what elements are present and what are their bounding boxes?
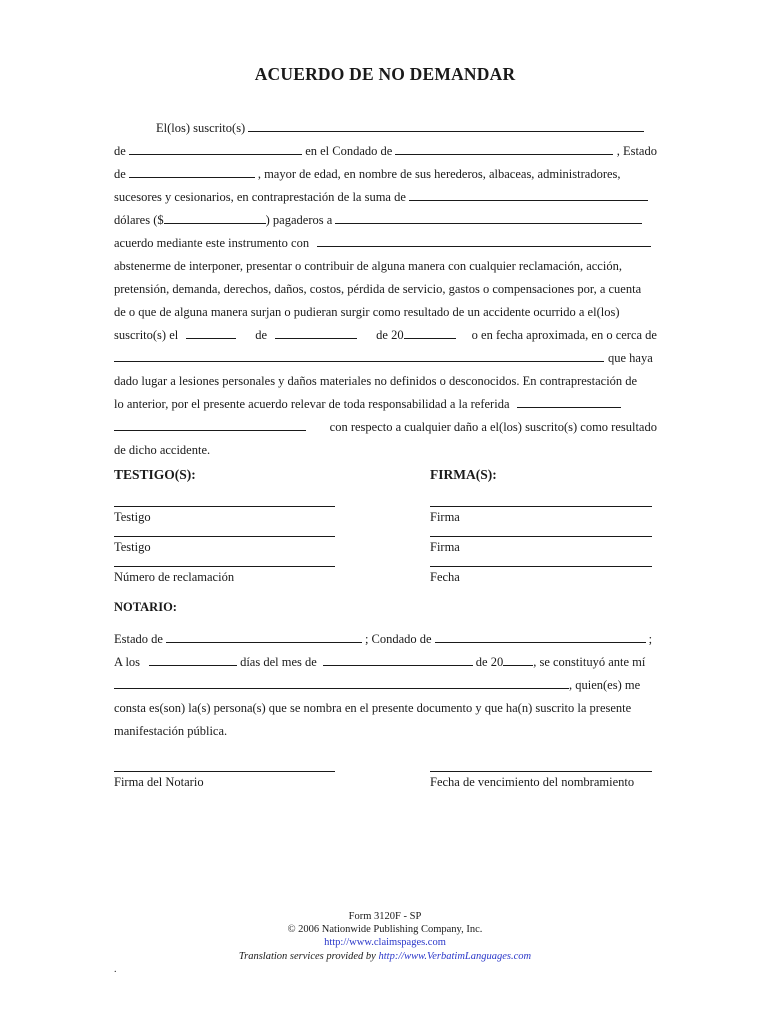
notary-year-label: de 20 <box>475 655 504 669</box>
sum-label: sucesores y cesionarios, en contraprestación de la suma de <box>114 190 406 204</box>
location-blank[interactable] <box>114 350 604 362</box>
body-line-9 <box>114 304 657 320</box>
commission-expiry-line[interactable] <box>430 771 652 772</box>
accident-label: de dicho accidente. <box>114 443 211 457</box>
witness-2-line[interactable] <box>114 536 335 537</box>
released-name-blank[interactable] <box>114 419 306 431</box>
suscritos-blank[interactable] <box>248 120 644 132</box>
notary-line-4 <box>114 700 657 716</box>
month-label: de <box>255 328 268 342</box>
month-blank[interactable] <box>275 327 357 339</box>
agreement-label: acuerdo mediante este instrumento con <box>114 236 310 250</box>
body-line-10 <box>114 327 657 343</box>
damage-label: con respecto a cualquier daño a el(los) suscrito(s) como resultado <box>329 420 657 434</box>
notary-line-1 <box>114 631 657 647</box>
body-text-8: pretensión, demanda, derechos, daños, costos, pérdida de servicio, gastos o compensaciones por, a cuenta <box>114 282 642 296</box>
approx-date-label: o en fecha aproximada, en o cerca de <box>471 328 657 342</box>
sum-blank[interactable] <box>409 189 648 201</box>
body-line-11 <box>114 350 657 366</box>
document-title: ACUERDO DE NO DEMANDAR <box>254 64 516 84</box>
signature-1-line[interactable] <box>430 506 652 507</box>
notary-person-blank[interactable] <box>114 677 569 689</box>
notary-state-blank[interactable] <box>166 631 362 643</box>
claimspages-link[interactable]: http://www.claimspages.com <box>324 937 446 948</box>
day-blank[interactable] <box>186 327 236 339</box>
notary-semicolon: ; <box>648 632 653 646</box>
payee-blank[interactable] <box>335 212 642 224</box>
claim-number-label: Número de reclamación <box>114 570 235 584</box>
claim-number-line[interactable] <box>114 566 335 567</box>
notary-line-2 <box>114 654 657 670</box>
body-line-13 <box>114 396 657 412</box>
body-line-6 <box>114 235 657 251</box>
witness-heading: TESTIGO(S): <box>114 467 196 482</box>
body-text-12: dado lugar a lesiones personales y daños materiales no definidos o desconocidos. En contraprestación de <box>114 374 638 388</box>
notary-heading: NOTARIO: <box>114 600 177 614</box>
notary-signature-label: Firma del Notario <box>114 775 204 789</box>
commission-expiry-label: Fecha de vencimiento del nombramiento <box>430 775 635 789</box>
party-blank[interactable] <box>317 235 651 247</box>
notary-month-blank[interactable] <box>323 654 473 666</box>
date-label: Fecha <box>430 570 460 584</box>
form-number: Form 3120F - SP <box>348 911 422 922</box>
body-line-1 <box>156 120 657 136</box>
county-label: en el Condado de <box>305 144 393 158</box>
notary-day-blank[interactable] <box>149 654 237 666</box>
residence-blank[interactable] <box>129 143 302 155</box>
year-label: de 20 <box>376 328 404 342</box>
notary-state-label: Estado de <box>114 632 163 646</box>
signature-2-line[interactable] <box>430 536 652 537</box>
notary-line-5 <box>114 723 657 739</box>
witness-1-line[interactable] <box>114 506 335 507</box>
notary-county-label: ; Condado de <box>364 632 432 646</box>
notary-text-4: consta es(son) la(s) persona(s) que se nombra en el presente documento y que ha(n) suscrito la presente <box>114 701 632 715</box>
page-mark: . <box>114 964 117 975</box>
body-line-14 <box>114 419 657 435</box>
body-line-3 <box>114 166 657 182</box>
body-line-8 <box>114 281 657 297</box>
dollars-label: dólares ($ <box>114 213 164 227</box>
that-label: que haya <box>608 351 653 365</box>
year-blank[interactable] <box>404 327 456 339</box>
signature-2-label: Firma <box>430 540 460 554</box>
signature-heading: FIRMA(S): <box>430 467 497 482</box>
notary-days-label: A los <box>114 655 141 669</box>
body-line-7 <box>114 258 657 274</box>
county-blank[interactable] <box>395 143 613 155</box>
notary-signature-line[interactable] <box>114 771 335 772</box>
de-label: de <box>114 144 126 158</box>
witness-2-label: Testigo <box>114 540 151 554</box>
notary-month-label: días del mes de <box>240 655 317 669</box>
suscritos-label: El(los) suscrito(s) <box>156 121 246 135</box>
copyright: © 2006 Nationwide Publishing Company, Inc. <box>287 924 483 935</box>
signature-1-label: Firma <box>430 510 460 524</box>
notary-text-5: manifestación pública. <box>114 724 228 738</box>
de-state-label: de <box>114 167 126 181</box>
age-clause: , mayor de edad, en nombre de sus herederos, albaceas, administradores, <box>257 167 621 181</box>
release-label: lo anterior, por el presente acuerdo relevar de toda responsabilidad a la referida <box>114 397 510 411</box>
notary-line-3 <box>114 677 657 693</box>
dollar-amount-blank[interactable] <box>164 212 266 224</box>
state-blank[interactable] <box>129 166 255 178</box>
body-text-7: abstenerme de interponer, presentar o contribuir de alguna manera con cualquier reclamación, acción, <box>114 259 622 273</box>
body-line-5 <box>114 212 657 228</box>
translation-prefix: Translation services provided by <box>238 951 376 962</box>
accident-date-label: suscrito(s) el <box>114 328 179 342</box>
verbatim-link[interactable]: http://www.VerbatimLanguages.com <box>378 951 532 962</box>
body-line-15 <box>114 442 657 458</box>
released-party-blank[interactable] <box>517 396 621 408</box>
payable-label: ) pagaderos a <box>265 213 333 227</box>
notary-who-label: , quien(es) me <box>569 678 641 692</box>
notary-constituted-label: , se constituyó ante mí <box>533 655 646 669</box>
state-label: , Estado <box>616 144 657 158</box>
body-line-12 <box>114 373 657 389</box>
body-line-4 <box>114 189 657 205</box>
date-line[interactable] <box>430 566 652 567</box>
translation-credit <box>0 950 770 963</box>
body-text-9: de o que de alguna manera surjan o pudieran surgir como resultado de un accidente ocurrido a el(los) <box>114 305 620 319</box>
notary-year-blank[interactable] <box>503 654 533 666</box>
witness-1-label: Testigo <box>114 510 151 524</box>
body-line-2 <box>114 143 657 159</box>
notary-county-blank[interactable] <box>435 631 646 643</box>
